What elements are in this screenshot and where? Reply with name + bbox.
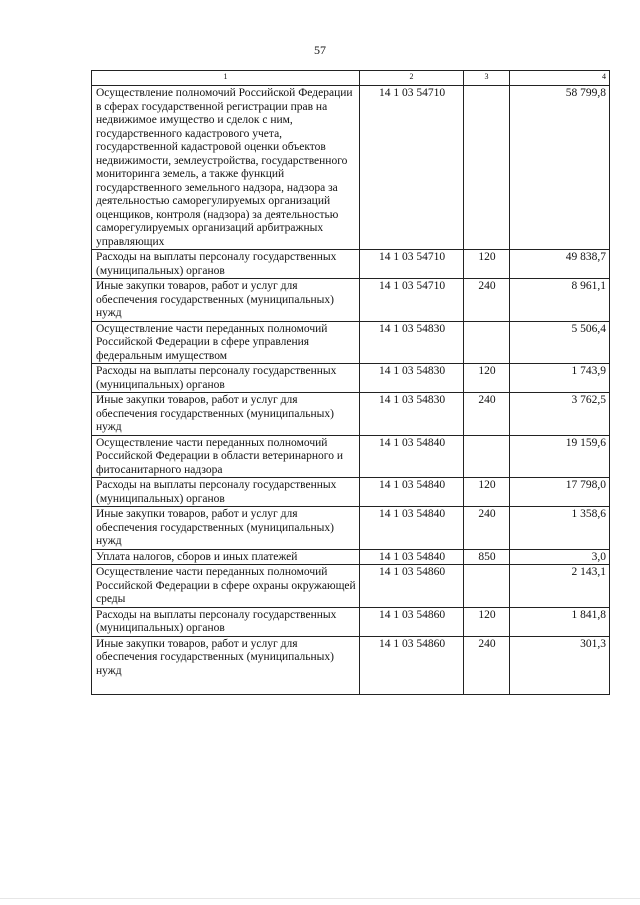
row-name: Осуществление полномочий Российской Федерации в сферах государственной регистрации прав на недвижимое имущество и сделок с ним, государственного кадастрового учета, государственной кадастровой оценки объектов недвижимости, землеустройства, государственного мониторинга земель, а также функций государственного земельного надзора, надзора за деятельностью саморегулируемых организаций оценщиков, контроля (надзора) за деятельностью саморегулируемых организаций арбитражных управляющих (92, 86, 360, 250)
table-row (92, 435, 610, 478)
row-code: 14 1 03 54710 (360, 86, 464, 250)
row-expense-type (464, 435, 510, 478)
table-row (92, 507, 610, 550)
row-name: Иные закупки товаров, работ и услуг для обеспечения государственных (муниципальных) нужд (92, 507, 360, 550)
row-code: 14 1 03 54710 (360, 250, 464, 279)
row-name: Иные закупки товаров, работ и услуг для обеспечения государственных (муниципальных) нужд (92, 393, 360, 436)
row-amount: 2 143,1 (510, 565, 610, 608)
row-expense-type: 240 (464, 279, 510, 322)
row-name: Расходы на выплаты персоналу государственных (муниципальных) органов (92, 607, 360, 636)
page-number: 57 (314, 43, 326, 57)
row-name: Расходы на выплаты персоналу государственных (муниципальных) органов (92, 478, 360, 507)
row-code: 14 1 03 54830 (360, 364, 464, 393)
row-name: Иные закупки товаров, работ и услуг для обеспечения государственных (муниципальных) нужд (92, 636, 360, 695)
column-header-code: 2 (360, 71, 464, 86)
table-row (92, 364, 610, 393)
row-amount: 3 762,5 (510, 393, 610, 436)
row-expense-type: 120 (464, 478, 510, 507)
header-row (92, 71, 610, 86)
row-amount: 1 743,9 (510, 364, 610, 393)
row-expense-type: 240 (464, 507, 510, 550)
table-row (92, 393, 610, 436)
row-amount: 3,0 (510, 549, 610, 565)
table-row (92, 478, 610, 507)
row-name: Осуществление части переданных полномочий Российской Федерации в сфере управления федеральным имуществом (92, 321, 360, 364)
budget-table (91, 70, 610, 695)
table-row (92, 250, 610, 279)
row-code: 14 1 03 54860 (360, 565, 464, 608)
row-amount: 58 799,8 (510, 86, 610, 250)
row-name: Расходы на выплаты персоналу государственных (муниципальных) органов (92, 250, 360, 279)
row-expense-type: 120 (464, 250, 510, 279)
row-amount: 8 961,1 (510, 279, 610, 322)
row-expense-type (464, 321, 510, 364)
row-code: 14 1 03 54830 (360, 321, 464, 364)
table-row (92, 636, 610, 695)
row-expense-type: 850 (464, 549, 510, 565)
row-code: 14 1 03 54840 (360, 435, 464, 478)
row-code: 14 1 03 54840 (360, 549, 464, 565)
table-row (92, 549, 610, 565)
table-row (92, 321, 610, 364)
row-amount: 5 506,4 (510, 321, 610, 364)
scan-edge-divider (0, 898, 640, 899)
table-row (92, 565, 610, 608)
row-code: 14 1 03 54840 (360, 507, 464, 550)
row-code: 14 1 03 54860 (360, 607, 464, 636)
row-amount: 49 838,7 (510, 250, 610, 279)
row-code: 14 1 03 54840 (360, 478, 464, 507)
row-name: Уплата налогов, сборов и иных платежей (92, 549, 360, 565)
row-amount: 1 841,8 (510, 607, 610, 636)
row-expense-type (464, 565, 510, 608)
table-row (92, 86, 610, 250)
row-expense-type: 240 (464, 393, 510, 436)
row-amount: 301,3 (510, 636, 610, 695)
table-row (92, 607, 610, 636)
column-header-expense-type: 3 (464, 71, 510, 86)
column-header-name: 1 (92, 71, 360, 86)
row-code: 14 1 03 54710 (360, 279, 464, 322)
row-amount: 17 798,0 (510, 478, 610, 507)
row-name: Осуществление части переданных полномочий Российской Федерации в сфере охраны окружающей среды (92, 565, 360, 608)
row-expense-type: 120 (464, 607, 510, 636)
row-name: Осуществление части переданных полномочий Российской Федерации в области ветеринарного и фитосанитарного надзора (92, 435, 360, 478)
row-code: 14 1 03 54860 (360, 636, 464, 695)
row-amount: 19 159,6 (510, 435, 610, 478)
column-header-amount: 4 (510, 71, 610, 86)
row-name: Расходы на выплаты персоналу государственных (муниципальных) органов (92, 364, 360, 393)
row-code: 14 1 03 54830 (360, 393, 464, 436)
row-name: Иные закупки товаров, работ и услуг для обеспечения государственных (муниципальных) нужд (92, 279, 360, 322)
row-amount: 1 358,6 (510, 507, 610, 550)
row-expense-type: 120 (464, 364, 510, 393)
row-expense-type (464, 86, 510, 250)
row-expense-type: 240 (464, 636, 510, 695)
table-row (92, 279, 610, 322)
